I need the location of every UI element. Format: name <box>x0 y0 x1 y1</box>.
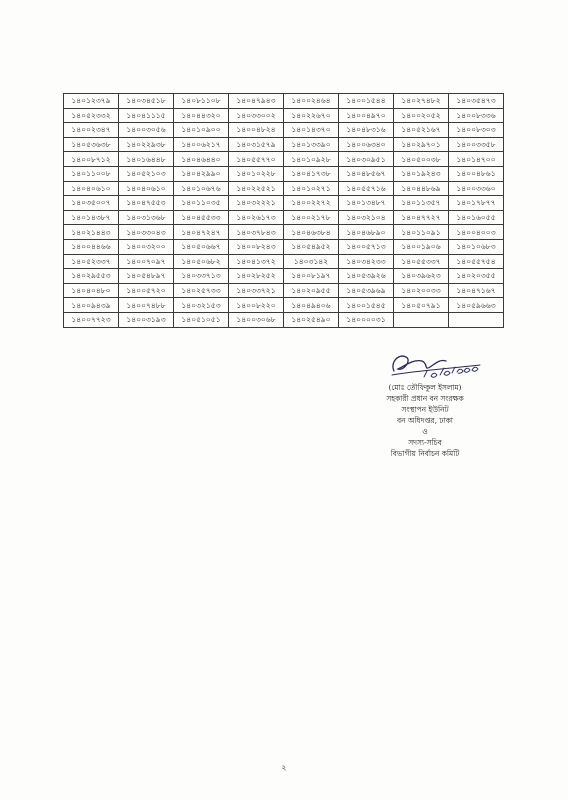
roll-number-cell: ১৪০০৪৮২৪ <box>229 123 284 138</box>
table-row <box>64 210 504 225</box>
roll-number-cell: ১৪০০৩৩৬০ <box>449 181 504 196</box>
roll-number-table <box>63 93 504 328</box>
roll-number-cell: ১৪০২৮২৫২ <box>229 269 284 284</box>
roll-number-cell: ১৪০৪৬৪৪০ <box>174 152 229 167</box>
roll-number-cell: ১৪০১৬০৫৫ <box>449 210 504 225</box>
roll-number-cell <box>394 312 449 327</box>
roll-number-cell: ১৪০৩৩৭১৩ <box>174 269 229 284</box>
roll-number-cell: ১৪০৪৮৩১৬ <box>339 123 394 138</box>
roll-number-cell: ১৪০৩৭৮৪৩ <box>229 225 284 240</box>
signatory-committee: বিভাগীয় নির্বাচন কমিটি <box>390 449 460 458</box>
table-row <box>64 239 504 254</box>
signatory-unit: সংস্থাপন ইউনিট <box>401 405 449 414</box>
roll-number-cell: ১৪০০৮২৪৩ <box>229 239 284 254</box>
roll-number-cell: ১৪০৪৫৫৩৩ <box>174 210 229 225</box>
roll-number-cell: ১৪০৫৫৭১৬ <box>339 181 394 196</box>
roll-number-cell: ১৪০১৩৩৯০ <box>284 137 339 152</box>
signatory-name: (মোঃ তৌফিকুল ইসলাম) <box>388 383 462 392</box>
roll-number-cell: ১৪০০৮১৯৭ <box>284 269 339 284</box>
roll-number-cell: ১৪০৫৩৯৬৯ <box>339 283 394 298</box>
roll-number-cell: ১৪০২৯৫৫৩ <box>64 269 119 284</box>
roll-number-cell: ১৪০৪১১১৫ <box>119 108 174 123</box>
handwritten-signature <box>384 345 484 383</box>
roll-number-cell: ১৪০২২৫২১ <box>229 181 284 196</box>
roll-number-cell: ১৪০৮১১০৮ <box>174 94 229 109</box>
roll-number-cell: ১৪০২০০৩৩ <box>394 283 449 298</box>
roll-number-cell: ১৪০০৬৩৪০ <box>339 137 394 152</box>
roll-number-cell: ১৪০৫৫৭৫৪ <box>449 254 504 269</box>
table-body <box>64 94 504 328</box>
roll-number-cell: ১৪০২৫৭৩৩ <box>174 283 229 298</box>
roll-number-cell: ১৪০৪৭৭২৭ <box>394 210 449 225</box>
table-row <box>64 196 504 211</box>
roll-number-cell: ১৪০৫৪৯৫২ <box>284 239 339 254</box>
roll-number-cell: ১৪০৩৪২৩৩ <box>339 254 394 269</box>
roll-number-cell: ১৪০৩২১৫৩ <box>174 298 229 313</box>
roll-number-cell: ১৪০১১৩৫৭ <box>394 196 449 211</box>
roll-number-cell: ১৪০০২০৫২ <box>394 108 449 123</box>
roll-number-cell: ১৪০২২৬৭০ <box>284 108 339 123</box>
roll-number-cell: ১৪০০৮৭১২ <box>64 152 119 167</box>
roll-number-cell: ১৪০২০৩৫৫ <box>449 269 504 284</box>
roll-number-cell: ১৪০০৯৪৩৯ <box>64 298 119 313</box>
roll-number-cell: ১৪০২৯৭০১ <box>394 137 449 152</box>
roll-number-cell: ১৪০০৮২২০ <box>229 298 284 313</box>
roll-number-cell: ১৪০২১৪৪৩ <box>64 225 119 240</box>
roll-number-cell: ১৪০১৪৩৭০ <box>284 123 339 138</box>
roll-number-cell: ১৪০৩১৩৬৮ <box>119 210 174 225</box>
roll-number-cell: ১৪০১১০০৮ <box>64 166 119 181</box>
roll-number-cell: ১৪০৫৩৯২৬ <box>339 269 394 284</box>
table-row <box>64 123 504 138</box>
roll-number-cell: ১৪০০৪৮৬১ <box>449 166 504 181</box>
roll-number-cell: ১৪০৫৪৮৯৭ <box>119 269 174 284</box>
roll-number-cell: ১৪০০৪৪৬৬ <box>64 239 119 254</box>
roll-number-cell: ১৪০০১৫৪৪ <box>339 94 394 109</box>
roll-number-cell: ১৪০০৭০৯৭ <box>119 254 174 269</box>
roll-number-cell: ১৪০৫০০৩৮ <box>394 152 449 167</box>
roll-number-cell: ১৪০০১৯০৬ <box>394 239 449 254</box>
roll-number-cell: ১৪০৪০৬১০ <box>64 181 119 196</box>
roll-number-cell: ১৪০০০০৩১ <box>339 312 394 327</box>
roll-number-cell: ১৪০৫২১৬৭ <box>394 123 449 138</box>
roll-number-cell: ১৪০০২৪৬৪ <box>284 94 339 109</box>
roll-number-cell: ১৪০২৬১৭৩ <box>229 210 284 225</box>
roll-number-cell: ১৪০২৫৪৯০ <box>284 312 339 327</box>
roll-number-cell: ১৪০৪৭২৪৭ <box>174 225 229 240</box>
roll-number-cell: ১৪০৩১৪২ <box>284 254 339 269</box>
roll-number-cell: ১৪০৩০৯৫১ <box>339 152 394 167</box>
roll-number-cell: ১৪০৫০৭৯১ <box>394 298 449 313</box>
roll-number-cell: ১৪০৫৫৭৭০ <box>229 152 284 167</box>
roll-number-cell: ১৪০০৩০৫৬ <box>119 123 174 138</box>
roll-number-cell: ১৪০০৫৭১৩ <box>339 239 394 254</box>
roll-number-cell: ১৪০২০৯৫৫ <box>284 283 339 298</box>
roll-number-cell: ১৪০০১৫৪৫ <box>339 298 394 313</box>
roll-number-cell: ১৪০৪৬৮৯০ <box>339 225 394 240</box>
table-row <box>64 254 504 269</box>
roll-number-cell: ১৪০০৮৩০৩ <box>449 123 504 138</box>
roll-number-cell: ১৪০৫০৬৬৭ <box>174 239 229 254</box>
roll-number-cell: ১৪০১৭৮৭৭ <box>449 196 504 211</box>
roll-number-cell: ১৪০৫৯৬৬৩ <box>449 298 504 313</box>
roll-number-cell: ১৪০৫৩৬৩৮ <box>64 137 119 152</box>
table-row <box>64 166 504 181</box>
signature-block <box>340 345 510 475</box>
table-row <box>64 312 504 327</box>
roll-number-cell: ১৪০১০৬৮৩ <box>449 239 504 254</box>
roll-number-cell: ১৪০৫১০৫১ <box>174 312 229 327</box>
roll-number-cell: ১৪০৫৫৩৩৭ <box>394 254 449 269</box>
roll-number-cell: ১৪০০৩১৯৩ <box>119 312 174 327</box>
roll-number-cell: ১৪০৩৩৭২১ <box>229 283 284 298</box>
roll-number-cell: ১৪০৪৬৩৮৪ <box>284 225 339 240</box>
roll-number-cell: ১৪০৩৯৬২৩ <box>394 269 449 284</box>
roll-number-cell <box>449 312 504 327</box>
roll-number-cell: ১৪০০২২৭২ <box>284 196 339 211</box>
roll-number-cell: ১৪০৩৫৪৭৩ <box>449 94 504 109</box>
roll-number-cell: ১৪০১১০৯১ <box>394 225 449 240</box>
roll-number-cell: ১৪০৪১৩৭২ <box>229 254 284 269</box>
roll-number-cell: ১৪০১০৯২৮ <box>284 152 339 167</box>
roll-number-cell: ১৪০৪১৭৩৮ <box>284 166 339 181</box>
roll-number-cell: ১৪০৪৪৮৬৯ <box>394 181 449 196</box>
table-row <box>64 283 504 298</box>
roll-number-cell: ১৪০৪৭৯৪৩ <box>229 94 284 109</box>
signatory-designation: সহকারী প্রধান বন সংরক্ষক <box>386 394 464 403</box>
table-row <box>64 181 504 196</box>
roll-number-cell: ১৪০০৫৭২০ <box>119 283 174 298</box>
roll-number-cell: ১৪০৩৩০০২ <box>229 108 284 123</box>
signatory-office: বন অধিদপ্তর, ঢাকা <box>397 416 453 425</box>
roll-number-cell: ১৪০৩৫০০৭ <box>64 196 119 211</box>
roll-number-cell: ১৪০৪০৪৮০ <box>64 283 119 298</box>
roll-number-cell: ১৪০১০২৭১ <box>284 181 339 196</box>
signatory-member-role: সদস্য-সচিব <box>408 438 442 447</box>
roll-number-cell: ১৪০৪২৯৯০ <box>174 166 229 181</box>
roll-number-cell: ১৪০৩১৫৭৯ <box>229 137 284 152</box>
table-row <box>64 152 504 167</box>
table-row <box>64 94 504 109</box>
roll-number-cell: ১৪০৪৯৪০৬ <box>284 298 339 313</box>
roll-number-cell: ১৪০০২৩৪৭ <box>64 123 119 138</box>
table-row <box>64 225 504 240</box>
roll-number-cell: ১৪০০৩৩৫৮ <box>449 137 504 152</box>
roll-number-cell: ১৪০০৩০৬৮ <box>229 312 284 327</box>
roll-number-cell: ১৪০৫২৩৩২ <box>64 108 119 123</box>
roll-number-cell: ১৪০৪৪৩২০ <box>174 108 229 123</box>
roll-number-cell: ১৪০৩৩০৪৩ <box>119 225 174 240</box>
roll-number-cell: ১৪০৫২৩৩৭ <box>64 254 119 269</box>
roll-number-cell: ১৪০১০২২৮ <box>229 166 284 181</box>
signatory-conjunction: ও <box>422 427 428 436</box>
roll-number-cell: ১৪০৪৭৫৫৩ <box>119 196 174 211</box>
roll-number-cell: ১৪০০৬২১৭ <box>174 137 229 152</box>
roll-number-cell: ১৪০০৩২০০ <box>119 239 174 254</box>
roll-number-cell: ১৪০১৩৪৮৭ <box>339 196 394 211</box>
roll-number-cell: ১৪০০৪৯৭০ <box>339 108 394 123</box>
roll-number-cell: ১৪০০২১৭৮ <box>284 210 339 225</box>
roll-number-cell: ১৪০৩২১০৪ <box>339 210 394 225</box>
roll-number-cell: ১৪০০৭৭২৩ <box>64 312 119 327</box>
roll-number-cell: ১৪০১৪৭০০ <box>449 152 504 167</box>
roll-number-cell: ১৪০১১০৩৫ <box>174 196 229 211</box>
roll-number-cell: ১৪০৪০৬১০ <box>119 181 174 196</box>
table-row <box>64 137 504 152</box>
roll-number-cell: ১৪০২২৯৩৮ <box>119 137 174 152</box>
roll-number-cell: ১৪০১২৩৭৯ <box>64 94 119 109</box>
roll-number-cell: ১৪০৩৪৫১৮ <box>119 94 174 109</box>
roll-number-cell: ১৪০০৭৪৮৮ <box>119 298 174 313</box>
roll-number-cell: ১৪০৩২২২১ <box>229 196 284 211</box>
roll-number-cell: ১৪০৫২১০৩ <box>119 166 174 181</box>
roll-number-cell: ১৪০৪৭১৬৭ <box>449 283 504 298</box>
roll-number-cell: ১৪০২৭৪৮২ <box>394 94 449 109</box>
roll-number-cell: ১৪০১৯২৪৩ <box>394 166 449 181</box>
roll-number-cell: ১৪০১০৬৭৬ <box>174 181 229 196</box>
table-row <box>64 108 504 123</box>
roll-number-cell: ১৪০৪৮৫৬৭ <box>339 166 394 181</box>
table-row <box>64 298 504 313</box>
roll-number-cell: ১৪০০৪০০৩ <box>449 225 504 240</box>
roll-number-cell: ১৪০১৪৩৮৭ <box>64 210 119 225</box>
table-row <box>64 269 504 284</box>
roll-number-cell: ১৪০০৮৩৩৬ <box>449 108 504 123</box>
roll-number-cell: ১৪০১০৯০০ <box>174 123 229 138</box>
roll-number-cell: ১৪০১৬৪৪৮ <box>119 152 174 167</box>
roll-number-cell: ১৪০৫০৬৮২ <box>174 254 229 269</box>
page-number: ২ <box>281 763 287 772</box>
